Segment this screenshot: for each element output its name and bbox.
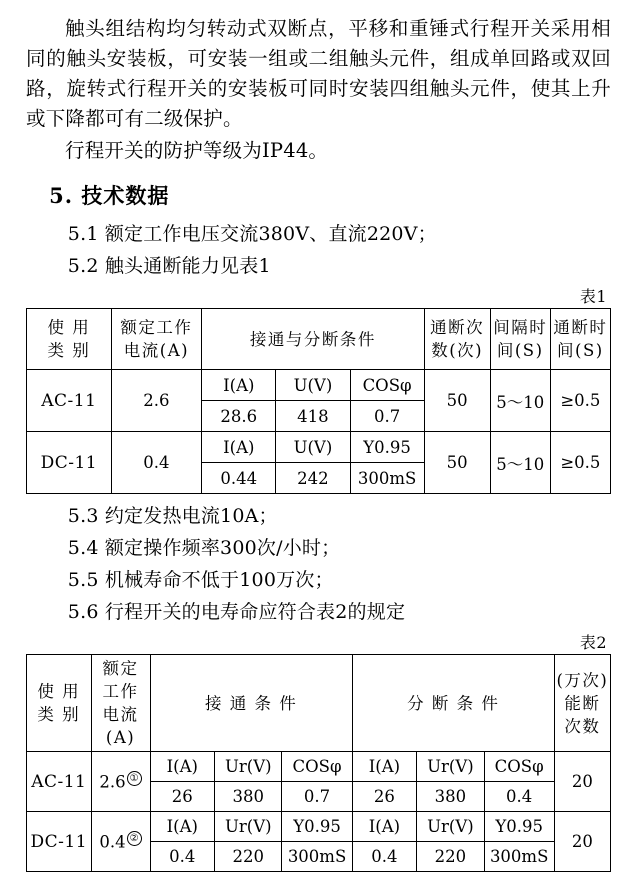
th-break-cycles: (万次) 能断 次数: [554, 655, 610, 752]
th-rated-current: 额定 工作 电流(A): [91, 655, 150, 752]
section-title-text: 技术数据: [81, 183, 170, 208]
clause-5-4: 5.4 额定操作频率300次/小时；: [67, 537, 341, 559]
table-row: [27, 370, 611, 401]
cell-make-val-2: 220: [215, 842, 282, 872]
cell-break-head-2: Ur(V): [417, 752, 484, 782]
section-number: 5.: [49, 183, 74, 208]
th-make-conditions: 接 通 条 件: [150, 655, 352, 752]
cell-cycles: 50: [424, 370, 490, 432]
cell-break-head-3: COSφ: [484, 752, 554, 782]
footnote-marker-2: ②: [127, 831, 142, 846]
cell-make-head-2: Ur(V): [215, 812, 282, 842]
cell-cond-val-1: 28.6: [202, 401, 276, 432]
cell-break-val-1: 26: [352, 782, 417, 812]
table-electrical-life: [26, 654, 611, 872]
cell-make-val-2: 380: [215, 782, 282, 812]
cell-rated-current: 0.4: [111, 432, 202, 494]
paragraph-2: 行程开关的防护等级为IP44。: [65, 139, 329, 162]
cell-usage-type: DC-11: [27, 812, 92, 872]
cell-break-cycles: 20: [554, 752, 610, 812]
cell-rated-current-value: 0.4: [99, 832, 126, 852]
cell-break-head-2: Ur(V): [417, 812, 484, 842]
th-cycles: 通断次 数(次): [424, 309, 490, 370]
th-rated-current: 额定工作 电流(A): [111, 309, 202, 370]
table-row: [27, 655, 611, 752]
cell-cond-val-3: 300mS: [350, 463, 424, 494]
cell-break-head-1: I(A): [352, 812, 417, 842]
cell-break-val-3: 300mS: [484, 842, 554, 872]
cell-break-time: ≥0.5: [550, 432, 610, 494]
cell-rated-current: 2.6: [111, 370, 202, 432]
cell-rated-current-value: 2.6: [99, 772, 126, 792]
clause-5-3: 5.3 约定发热电流10A；: [67, 505, 278, 527]
table-row: [27, 309, 611, 370]
table-row: [27, 432, 611, 463]
cell-make-head-1: I(A): [150, 812, 215, 842]
cell-usage-type: AC-11: [27, 370, 112, 432]
th-interval: 间隔时 间(S): [490, 309, 550, 370]
cell-cond-val-3: 0.7: [350, 401, 424, 432]
table-contact-breaking-capacity: [26, 308, 611, 494]
cell-make-head-3: COSφ: [282, 752, 352, 782]
cell-rated-current: [91, 812, 150, 872]
th-break-conditions: 分 断 条 件: [352, 655, 554, 752]
table-row: [27, 752, 611, 782]
clause-5-2: 5.2 触头通断能力见表1: [67, 255, 271, 277]
cell-make-head-2: Ur(V): [215, 752, 282, 782]
cell-cond-head-3: Y0.95: [350, 432, 424, 463]
cell-cond-val-2: 418: [276, 401, 350, 432]
cell-make-val-3: 300mS: [282, 842, 352, 872]
th-make-break-conditions: 接通与分断条件: [202, 309, 424, 370]
paragraph-1: 触头组结构均匀转动式双断点，平移和重锤式行程开关采用相同的触头安装板，可安装一组或二组触头元件，组成单回路或双回路，旋转式行程开关的安装板可同时安装四组触头元件，使其上升或下降都可有二级保护。: [26, 17, 611, 130]
clause-5-6: 5.6 行程开关的电寿命应符合表2的规定: [67, 601, 406, 623]
cell-break-time: ≥0.5: [550, 370, 610, 432]
th-usage-type: 使 用 类 别: [27, 655, 92, 752]
cell-make-val-1: 0.4: [150, 842, 215, 872]
cell-interval: 5～10: [490, 432, 550, 494]
cell-break-val-3: 0.4: [484, 782, 554, 812]
clause-5-5: 5.5 机械寿命不低于100万次；: [67, 569, 334, 591]
cell-cond-head-1: I(A): [202, 370, 276, 401]
cell-cond-head-2: U(V): [276, 432, 350, 463]
table-row: [27, 812, 611, 842]
cell-cond-head-1: I(A): [202, 432, 276, 463]
cell-usage-type: DC-11: [27, 432, 112, 494]
cell-rated-current: [91, 752, 150, 812]
cell-make-head-3: Y0.95: [282, 812, 352, 842]
cell-break-val-2: 380: [417, 782, 484, 812]
cell-break-cycles: 20: [554, 812, 610, 872]
clause-5-1: 5.1 额定工作电压交流380V、直流220V；: [67, 223, 437, 245]
cell-make-val-1: 26: [150, 782, 215, 812]
cell-break-val-2: 220: [417, 842, 484, 872]
cell-interval: 5～10: [490, 370, 550, 432]
cell-make-head-1: I(A): [150, 752, 215, 782]
cell-cond-head-2: U(V): [276, 370, 350, 401]
table1-caption: 表1: [579, 287, 607, 306]
cell-cond-val-2: 242: [276, 463, 350, 494]
page-title: [26, 180, 611, 210]
th-break-time: 通断时 间(S): [550, 309, 610, 370]
table2-caption: 表2: [579, 633, 607, 652]
cell-cond-head-3: COSφ: [350, 370, 424, 401]
cell-break-head-1: I(A): [352, 752, 417, 782]
footnote-marker-1: ①: [127, 771, 142, 786]
cell-break-val-1: 0.4: [352, 842, 417, 872]
cell-usage-type: AC-11: [27, 752, 92, 812]
cell-break-head-3: Y0.95: [484, 812, 554, 842]
cell-cond-val-1: 0.44: [202, 463, 276, 494]
th-usage-type: 使 用 类 别: [27, 309, 112, 370]
cell-cycles: 50: [424, 432, 490, 494]
cell-make-val-3: 0.7: [282, 782, 352, 812]
